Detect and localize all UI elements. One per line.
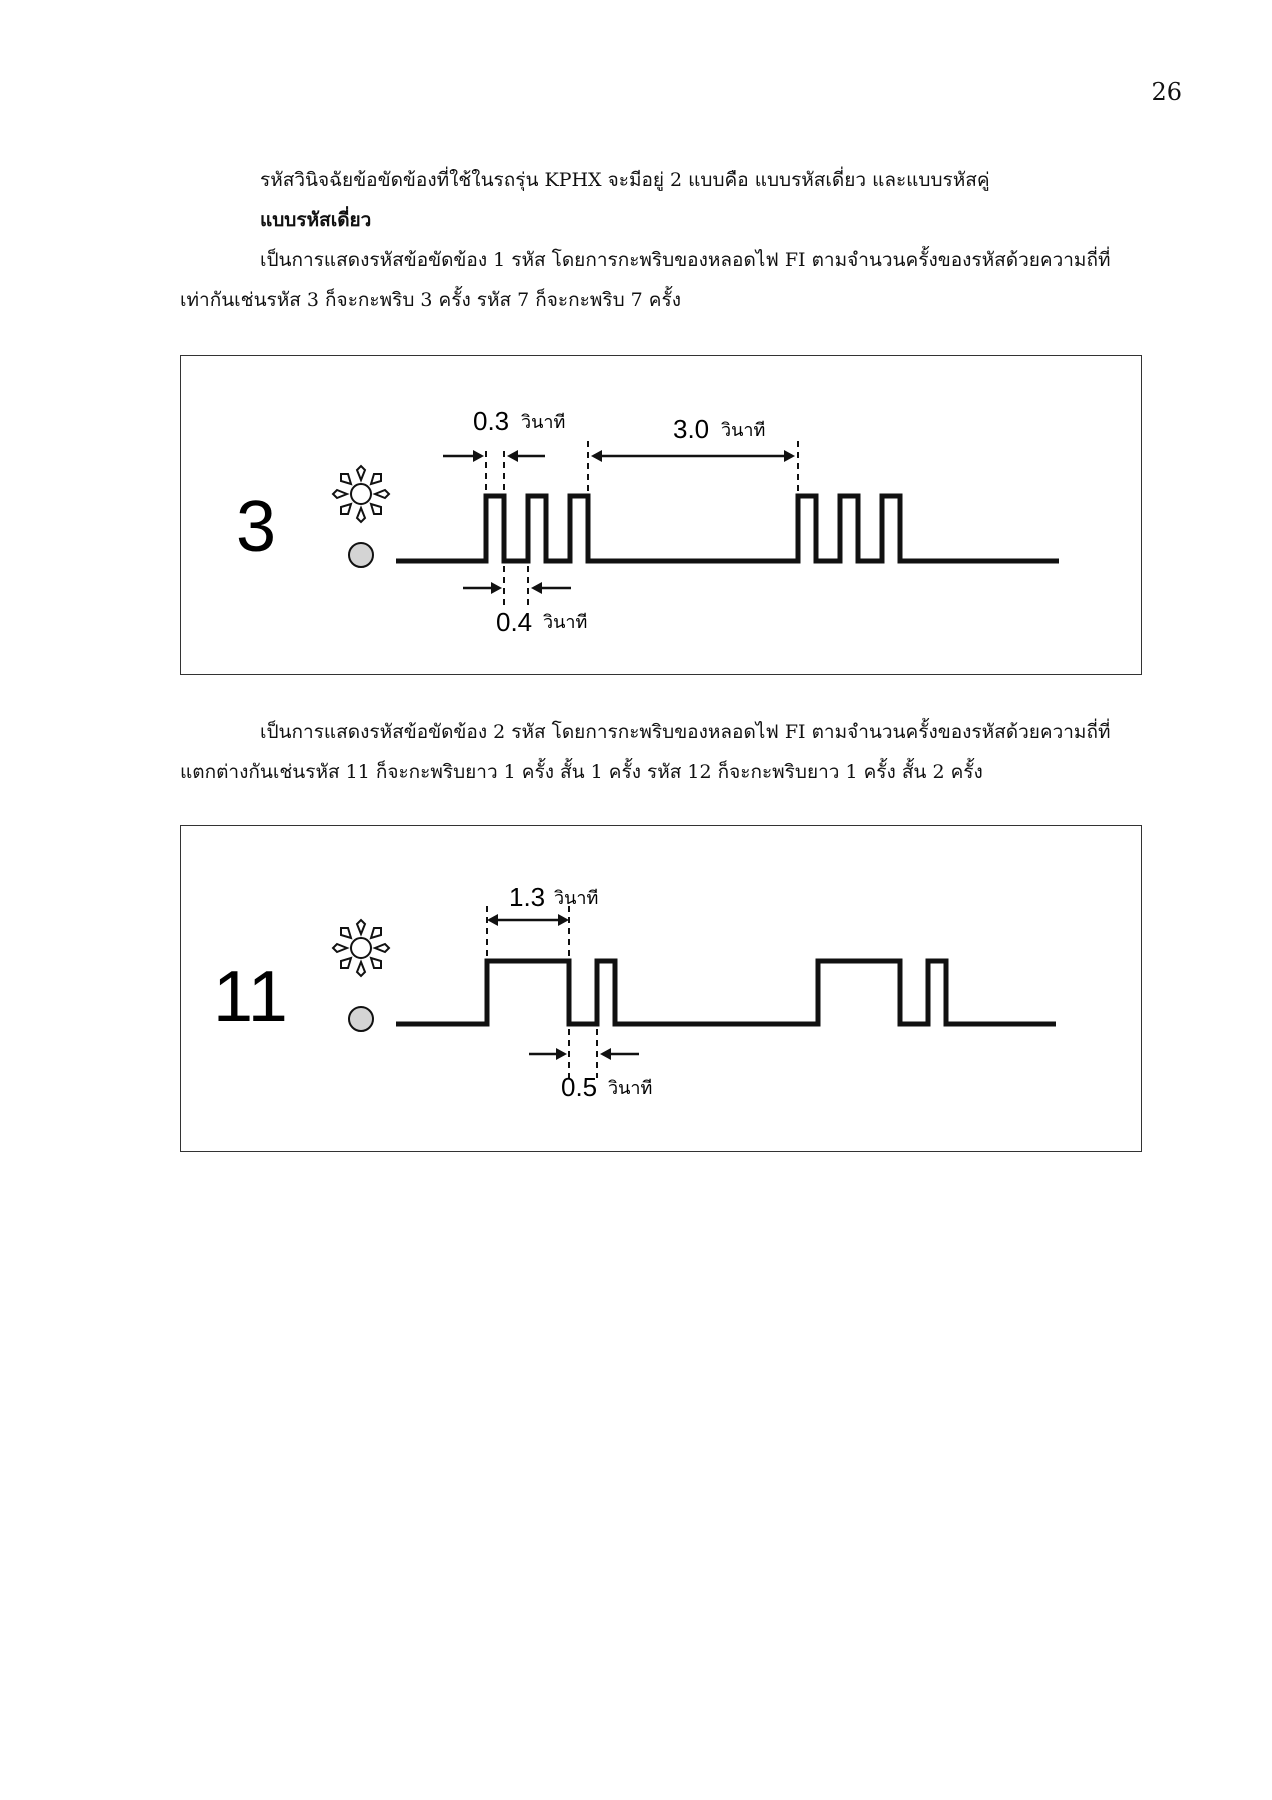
intro-text: รหัสวินิจฉัยข้อขัดข้องที่ใช้ในรถรุ่น KPHX จะมีอยู่ 2 แบบคือ แบบรหัสเดี่ยว และแบบรหัสคู่ [260,169,990,191]
single-line-2: เท่ากันเช่นรหัส 3 ก็จะกะพริบ 3 ครั้ง รหัส 7 ก็จะกะพริบ 7 ครั้ง [180,289,681,311]
pause-duration: 3.0 [673,414,710,444]
sun-icon [333,920,389,976]
unit-label: วินาที [721,420,766,441]
pulse-on-duration: 0.3 [473,406,510,436]
pulse-waveform [396,496,1059,561]
code-number: 3 [236,487,277,567]
single-code-heading: แบบรหัสเดี่ยว [260,209,372,231]
unit-label: วินาที [608,1078,653,1099]
arrow-left-icon [531,582,571,594]
pulse-gap-duration: 0.4 [496,607,533,637]
long-pulse-duration: 1.3 [509,882,546,912]
unit-label: วินาที [543,612,588,633]
gap-duration: 0.5 [561,1072,598,1102]
lamp-off-icon [349,1007,373,1031]
arrow-left-icon [507,450,545,462]
code-number: 11 [213,957,288,1037]
arrow-right-icon [463,582,502,594]
arrow-right-icon [529,1048,567,1060]
lamp-off-icon [349,543,373,567]
double-arrow-icon [487,914,569,926]
double-arrow-icon [591,450,795,462]
blink-diagram-double [180,825,1142,1152]
intro-paragraph [180,160,1140,200]
arrow-right-icon [443,450,484,462]
double-line-1: เป็นการแสดงรหัสข้อขัดข้อง 2 รหัส โดยการกะพริบของหลอดไฟ FI ตามจำนวนครั้งของรหัสด้วยความถี่ที่ [260,721,1111,743]
unit-label: วินาที [554,888,599,909]
single-line-1: เป็นการแสดงรหัสข้อขัดข้อง 1 รหัส โดยการกะพริบของหลอดไฟ FI ตามจำนวนครั้งของรหัสด้วยความถี่ที่ [260,249,1111,271]
unit-label: วินาที [521,412,566,433]
arrow-left-icon [600,1048,639,1060]
double-line-2: แตกต่างกันเช่นรหัส 11 ก็จะกะพริบยาว 1 ครั้ง สั้น 1 ครั้ง รหัส 12 ก็จะกะพริบยาว 1 ครั้ง สั้น 2 ครั้ง [180,761,983,783]
pulse-waveform [396,961,1056,1024]
dimension-guides [486,441,798,606]
single-code-paragraph [180,240,1140,320]
page-number: 26 [1151,78,1182,106]
sun-icon [333,466,389,522]
blink-diagram-single [180,355,1142,675]
section-heading [180,200,1140,240]
double-code-paragraph [180,712,1140,792]
dimension-guides [487,906,597,1078]
